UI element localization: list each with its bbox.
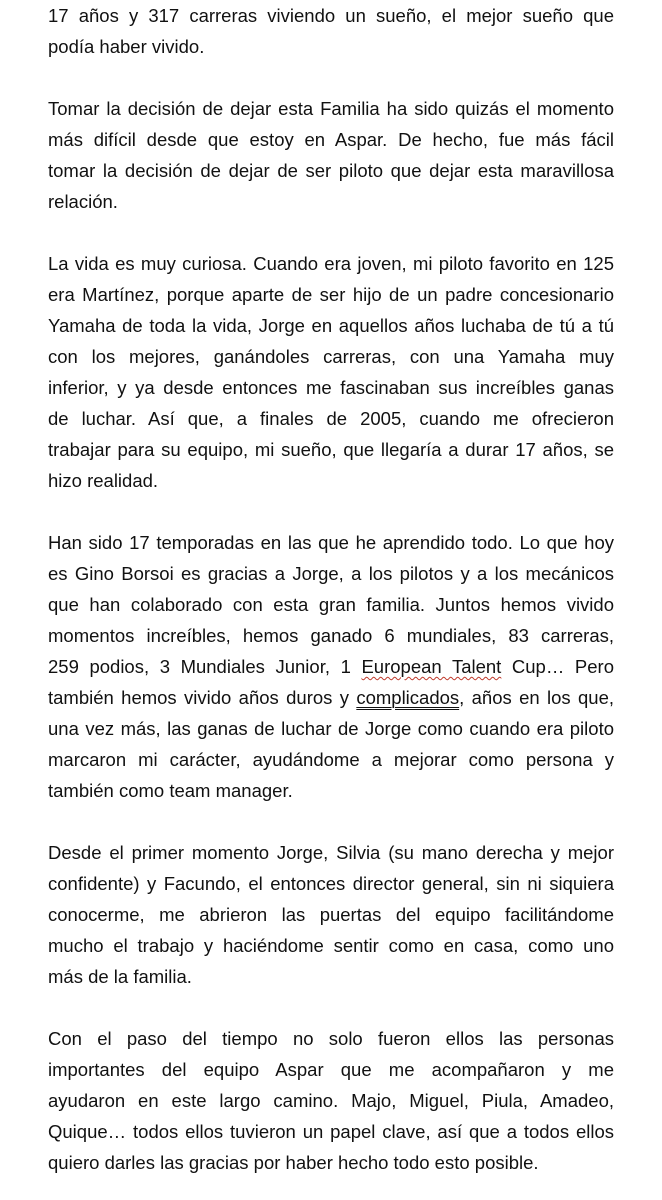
text-line: ayudaron en este largo camino. Majo, Miguel, Piula, Amadeo, — [48, 1090, 614, 1111]
text-segment: también hemos vivido años duros y — [48, 687, 357, 708]
paragraph-spacer — [48, 62, 614, 93]
text-line: que han colaborado con esta gran familia. Juntos hemos vivido — [48, 594, 614, 615]
paragraph-spacer — [48, 496, 614, 527]
text-line-with-spellcheck-mark — [48, 651, 614, 682]
text-line: hizo realidad. — [48, 470, 159, 491]
text-line: es Gino Borsoi es gracias a Jorge, a los pilotos y a los mecánicos — [48, 563, 614, 584]
text-line: conocerme, me abrieron las puertas del equipo facilitándome — [48, 904, 614, 925]
text-segment: , años en los que, — [459, 687, 614, 708]
text-line: era Martínez, porque aparte de ser hijo de un padre concesionario — [48, 284, 614, 305]
document-body — [48, 0, 614, 1178]
paragraph-5 — [48, 837, 614, 992]
text-line: Yamaha de toda la vida, Jorge en aquellos años luchaba de tú a tú — [48, 315, 614, 336]
text-segment: Cup… Pero — [501, 656, 615, 677]
grammar-underline: complicados — [356, 687, 460, 708]
text-line: momentos increíbles, hemos ganado 6 mundiales, 83 carreras, — [48, 625, 614, 646]
text-line: La vida es muy curiosa. Cuando era joven, mi piloto favorito en 125 — [48, 253, 614, 274]
paragraph-1 — [48, 0, 614, 62]
text-line: confidente) y Facundo, el entonces director general, sin ni siquiera — [48, 873, 614, 894]
text-line: Tomar la decisión de dejar esta Familia ha sido quizás el momento — [48, 98, 614, 119]
spellcheck-underline: European Talent — [361, 656, 502, 677]
paragraph-spacer — [48, 806, 614, 837]
paragraph-6 — [48, 1023, 614, 1178]
text-line: Con el paso del tiempo no solo fueron ellos las personas — [48, 1028, 614, 1049]
text-line: Desde el primer momento Jorge, Silvia (su mano derecha y mejor — [48, 842, 614, 863]
paragraph-2 — [48, 93, 614, 217]
text-line: más de la familia. — [48, 966, 192, 987]
text-line: mucho el trabajo y haciéndome sentir como en casa, como uno — [48, 935, 614, 956]
paragraph-4 — [48, 527, 614, 806]
text-line-with-grammar-mark — [48, 682, 614, 713]
text-line: tomar la decisión de dejar de ser piloto que dejar esta maravillosa — [48, 160, 614, 181]
paragraph-spacer — [48, 992, 614, 1023]
text-line: de luchar. Así que, a finales de 2005, cuando me ofrecieron — [48, 408, 614, 429]
text-line: importantes del equipo Aspar que me acompañaron y me — [48, 1059, 614, 1080]
text-segment: 259 podios, 3 Mundiales Junior, 1 — [48, 656, 362, 677]
text-line: quiero darles las gracias por haber hecho todo esto posible. — [48, 1152, 539, 1173]
text-line: Quique… todos ellos tuvieron un papel clave, así que a todos ellos — [48, 1121, 614, 1142]
paragraph-spacer — [48, 217, 614, 248]
text-line: trabajar para su equipo, mi sueño, que llegaría a durar 17 años, se — [48, 439, 614, 460]
paragraph-3 — [48, 248, 614, 496]
text-line: podía haber vivido. — [48, 36, 205, 57]
text-line: una vez más, las ganas de luchar de Jorge como cuando era piloto — [48, 718, 614, 739]
text-line: más difícil desde que estoy en Aspar. De hecho, fue más fácil — [48, 129, 614, 150]
text-line: inferior, y ya desde entonces me fascinaban sus increíbles ganas — [48, 377, 614, 398]
text-line: 17 años y 317 carreras viviendo un sueño, el mejor sueño que — [48, 5, 614, 26]
text-line: también como team manager. — [48, 780, 293, 801]
text-line: relación. — [48, 191, 118, 212]
text-line: con los mejores, ganándoles carreras, con una Yamaha muy — [48, 346, 614, 367]
text-line: marcaron mi carácter, ayudándome a mejorar como persona y — [48, 749, 614, 770]
text-line: Han sido 17 temporadas en las que he aprendido todo. Lo que hoy — [48, 532, 614, 553]
